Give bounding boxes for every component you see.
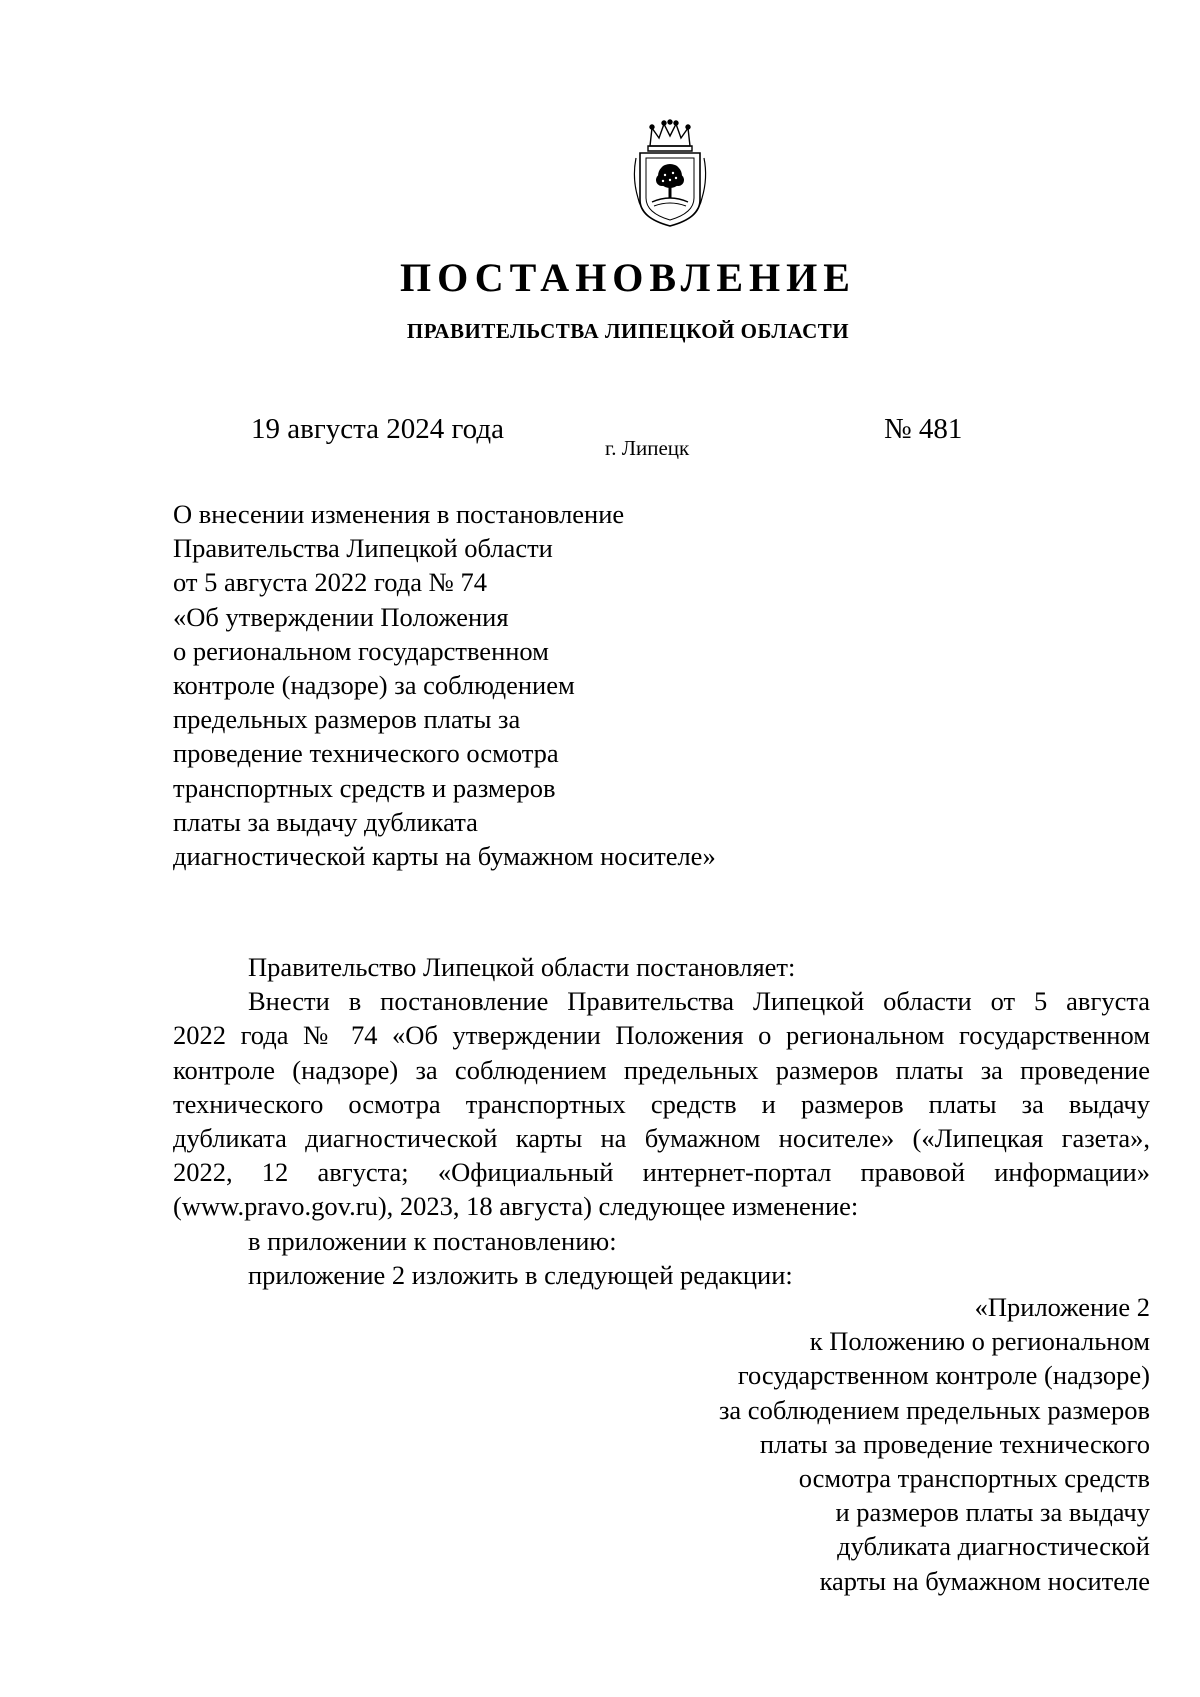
appendix-line: «Приложение 2 — [974, 1292, 1150, 1322]
document-subject — [173, 497, 716, 873]
body-paragraph-intro: Правительство Липецкой области постановляет: — [248, 952, 796, 982]
body-line: 2022, 12 августа; «Официальный интернет-портал правовой информации» — [173, 1157, 1150, 1188]
body-line: дубликата диагностической карты на бумажном носителе» («Липецкая газета», — [173, 1123, 1150, 1154]
appendix-line: государственном контроле (надзоре) — [737, 1360, 1150, 1391]
appendix-line: за соблюдением предельных размеров — [718, 1394, 1150, 1425]
subject-line: Правительства Липецкой области — [173, 533, 553, 564]
subject-line: платы за выдачу дубликата — [173, 806, 478, 837]
document-number: № 481 — [884, 413, 963, 445]
appendix-line: осмотра транспортных средств — [798, 1463, 1150, 1494]
body-line: (www.pravo.gov.ru), 2023, 18 августа) следующее изменение: — [173, 1191, 859, 1222]
subject-line: О внесении изменения в постановление — [173, 499, 625, 529]
subject-line: транспортных средств и размеров — [173, 772, 556, 803]
body-line: Внести в постановление Правительства Липецкой области от 5 августа — [248, 986, 1150, 1017]
document-date: 19 августа 2024 года — [251, 413, 504, 445]
subject-line: от 5 августа 2022 года № 74 — [173, 567, 488, 598]
document-city: г. Липецк — [605, 436, 690, 460]
body-paragraph-edit: приложение 2 изложить в следующей редакции: — [248, 1259, 793, 1290]
body-paragraph-annex: в приложении к постановлению: — [248, 1225, 617, 1256]
document-body — [173, 950, 1150, 1292]
coat-of-arms-emblem — [628, 118, 712, 230]
subject-line: контроле (надзоре) за соблюдением — [173, 670, 575, 701]
body-line: контроле (надзоре) за соблюдением предельных размеров платы за проведение — [173, 1054, 1150, 1085]
body-line: технического осмотра транспортных средств и размеров платы за выдачу — [173, 1088, 1150, 1119]
lipetsk-region-coat-of-arms-icon — [628, 118, 712, 230]
document-subtitle: ПРАВИТЕЛЬСТВА ЛИПЕЦКОЙ ОБЛАСТИ — [406, 319, 850, 343]
appendix-line: платы за проведение технического — [759, 1428, 1150, 1459]
subject-line: предельных размеров платы за — [173, 704, 521, 735]
subject-line: диагностической карты на бумажном носителе» — [173, 841, 716, 872]
appendix-line: карты на бумажном носителе — [819, 1565, 1150, 1596]
subject-line: о региональном государственном — [173, 635, 549, 666]
document-title: ПОСТАНОВЛЕНИЕ — [400, 255, 856, 300]
body-line: 2022 года № 74 «Об утверждении Положения о региональном государственном — [173, 1020, 1150, 1051]
body-paragraph-amendment — [173, 984, 1150, 1223]
appendix-heading — [600, 1290, 1150, 1598]
appendix-line: и размеров платы за выдачу — [835, 1497, 1150, 1528]
appendix-line: к Положению о региональном — [809, 1326, 1150, 1357]
subject-line: «Об утверждении Положения — [173, 601, 509, 632]
appendix-line: дубликата диагностической — [837, 1531, 1150, 1562]
subject-line: проведение технического осмотра — [173, 738, 559, 769]
